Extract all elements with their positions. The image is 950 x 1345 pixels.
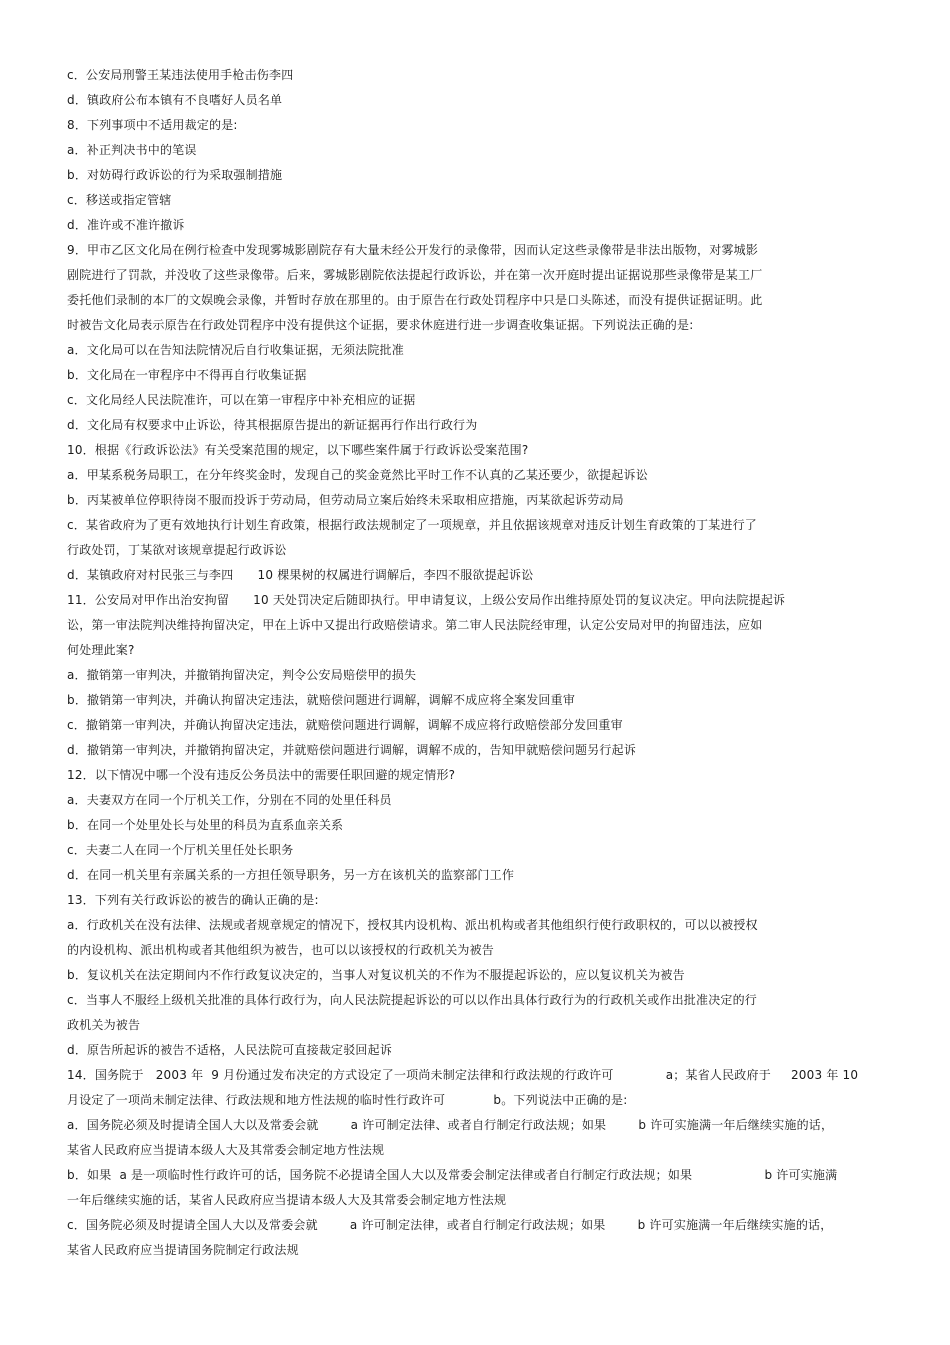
- text-line: 一年后继续实施的话，某省人民政府应当提请本级人大及其常委会制定地方性法规: [67, 1193, 507, 1207]
- text-line: b．对妨碍行政诉讼的行为采取强制措施: [67, 168, 283, 182]
- question-14: 14．国务院于 2003 年 9 月份通过发布决定的方式设定了一项尚未制定法律和行政法规的行政许可 a；某省人民政府于 2003 年 10: [67, 1068, 859, 1082]
- text-line: b．复议机关在法定期间内不作行政复议决定的，当事人对复议机关的不作为不服提起诉讼的，应以复议机关为被告: [67, 968, 685, 982]
- question-12: 12．以下情况中哪一个没有违反公务员法中的需要任职回避的规定情形?: [67, 768, 456, 782]
- text-line: c．公安局刑警王某违法使用手枪击伤李四: [67, 68, 294, 82]
- text-line: 剧院进行了罚款，并没收了这些录像带。后来，雾城影剧院依法提起行政诉讼，并在第一次开庭时提出证据说那些录像带是某工厂: [67, 268, 763, 282]
- text-line: a．补正判决书中的笔误: [67, 143, 197, 157]
- text-line: b．如果 a 是一项临时性行政许可的话，国务院不必提请全国人大以及常委会制定法律或者自行制定行政法规；如果 b 许可实施满: [67, 1168, 838, 1182]
- text-line: c．移送或指定管辖: [67, 193, 172, 207]
- text-line: 的内设机构、派出机构或者其他组织为被告，也可以以该授权的行政机关为被告: [67, 943, 495, 957]
- text-line: c．当事人不服经上级机关批准的具体行政行为，向人民法院提起诉讼的可以以作出具体行政行为的行政机关或作出批准决定的行: [67, 993, 758, 1007]
- text-line: c．撤销第一审判决，并确认拘留决定违法，就赔偿问题进行调解，调解不成应将行政赔偿部分发回重审: [67, 718, 623, 732]
- text-line: d．准许或不准许撤诉: [67, 218, 185, 232]
- text-line: a．撤销第一审判决，并撤销拘留决定，判令公安局赔偿甲的损失: [67, 668, 417, 682]
- text-line: 时被告文化局表示原告在行政处罚程序中没有提供这个证据，要求休庭进行进一步调查收集证据。下列说法正确的是:: [67, 318, 694, 332]
- question-13: 13．下列有关行政诉讼的被告的确认正确的是:: [67, 893, 319, 907]
- text-line: b．撤销第一审判决，并确认拘留决定违法，就赔偿问题进行调解，调解不成应将全案发回重审: [67, 693, 576, 707]
- question-10: 10．根据《行政诉讼法》有关受案范围的规定，以下哪些案件属于行政诉讼受案范围?: [67, 443, 529, 457]
- question-11: 11．公安局对甲作出治安拘留 10 天处罚决定后随即执行。甲申请复议，上级公安局作出维持原处罚的复议决定。甲向法院提起诉: [67, 593, 786, 607]
- text-line: 某省人民政府应当提请本级人大及其常委会制定地方性法规: [67, 1143, 385, 1157]
- text-line: b．丙某被单位停职待岗不服而投诉于劳动局，但劳动局立案后始终未采取相应措施，丙某欲起诉劳动局: [67, 493, 624, 507]
- question-9: 9．甲市乙区文化局在例行检查中发现雾城影剧院存有大量未经公开发行的录像带，因而认定这些录像带是非法出版物，对雾城影: [67, 243, 759, 257]
- text-line: 月设定了一项尚未制定法律、行政法规和地方性法规的临时性行政许可 b。下列说法中正确的是:: [67, 1093, 628, 1107]
- text-line: b．文化局在一审程序中不得再自行收集证据: [67, 368, 307, 382]
- text-line: d．在同一机关里有亲属关系的一方担任领导职务，另一方在该机关的监察部门工作: [67, 868, 515, 882]
- text-line: b．在同一个处里处长与处里的科员为直系血亲关系: [67, 818, 344, 832]
- text-line: c．某省政府为了更有效地执行计划生育政策，根据行政法规制定了一项规章，并且依据该规章对违反计划生育政策的丁某进行了: [67, 518, 758, 532]
- text-line: d．撤销第一审判决，并撤销拘留决定，并就赔偿问题进行调解，调解不成的，告知甲就赔偿问题另行起诉: [67, 743, 637, 757]
- text-line: a．甲某系税务局职工，在分年终奖金时，发现自己的奖金竟然比平时工作不认真的乙某还要少，欲提起诉讼: [67, 468, 648, 482]
- text-line: 行政处罚，丁某欲对该规章提起行政诉讼: [67, 543, 287, 557]
- text-line: d．镇政府公布本镇有不良嗜好人员名单: [67, 93, 283, 107]
- text-line: d．原告所起诉的被告不适格，人民法院可直接裁定驳回起诉: [67, 1043, 393, 1057]
- text-line: a．行政机关在没有法律、法规或者规章规定的情况下，授权其内设机构、派出机构或者其他组织行使行政职权的，可以以被授权: [67, 918, 758, 932]
- text-line: a．文化局可以在告知法院情况后自行收集证据，无须法院批准: [67, 343, 404, 357]
- text-line: a．国务院必须及时提请全国人大以及常委会就 a 许可制定法律、或者自行制定行政法规；如果 b 许可实施满一年后继续实施的话，: [67, 1118, 834, 1132]
- text-line: 政机关为被告: [67, 1018, 141, 1032]
- text-line: d．文化局有权要求中止诉讼，待其根据原告提出的新证据再行作出行政行为: [67, 418, 478, 432]
- text-line: 何处理此案?: [67, 643, 135, 657]
- question-8: 8．下列事项中不适用裁定的是:: [67, 118, 238, 132]
- text-line: 讼，第一审法院判决维持拘留决定，甲在上诉中又提出行政赔偿请求。第二审人民法院经审理，认定公安局对甲的拘留违法，应如: [67, 618, 763, 632]
- text-line: 委托他们录制的本厂的文娱晚会录像，并暂时存放在那里的。由于原告在行政处罚程序中只是口头陈述，而没有提供证据证明。此: [67, 293, 763, 307]
- text-line: c．夫妻二人在同一个厅机关里任处长职务: [67, 843, 294, 857]
- text-line: c．文化局经人民法院准许，可以在第一审程序中补充相应的证据: [67, 393, 416, 407]
- text-line: 某省人民政府应当提请国务院制定行政法规: [67, 1243, 299, 1257]
- text-line: a．夫妻双方在同一个厅机关工作，分别在不同的处里任科员: [67, 793, 392, 807]
- text-line: d．某镇政府对村民张三与李四 10 棵果树的权属进行调解后，李四不服欲提起诉讼: [67, 568, 534, 582]
- text-line: c．国务院必须及时提请全国人大以及常委会就 a 许可制定法律，或者自行制定行政法规；如果 b 许可实施满一年后继续实施的话，: [67, 1218, 833, 1232]
